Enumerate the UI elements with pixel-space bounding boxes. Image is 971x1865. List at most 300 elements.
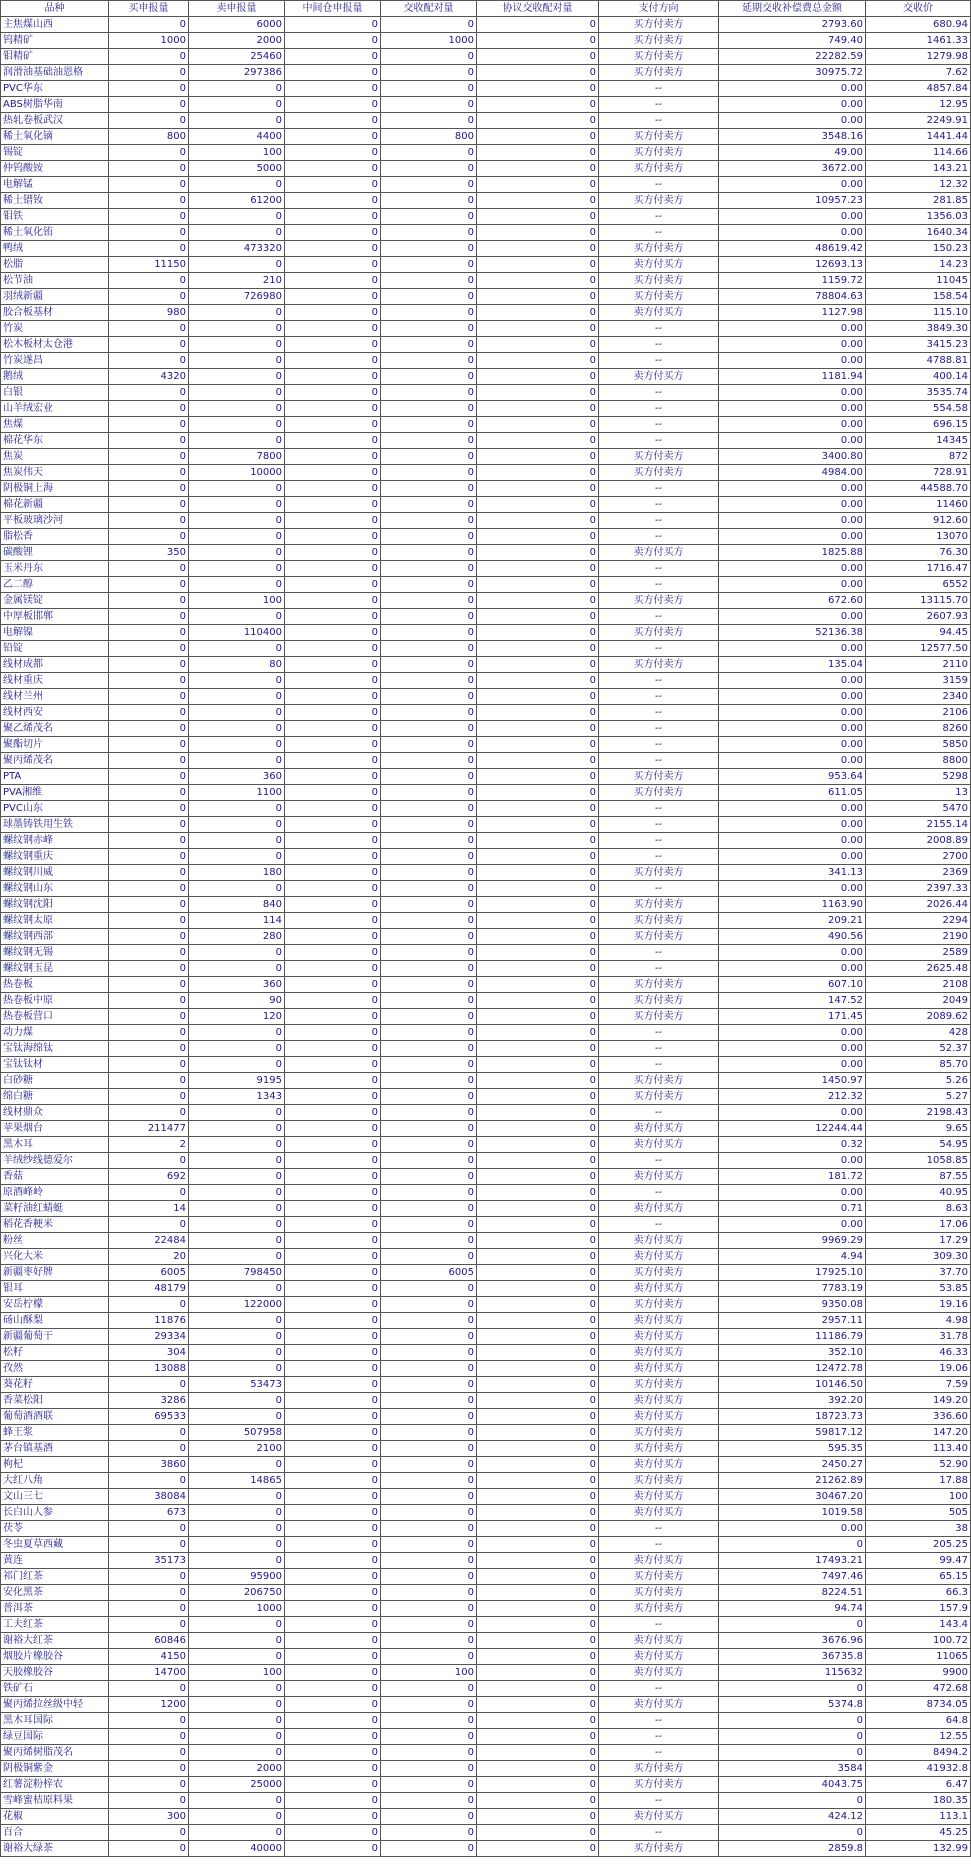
cell-sell-declared: 0 [189,577,285,593]
cell-compensation-total: 10146.50 [719,1377,866,1393]
cell-agreement-matched: 0 [477,721,599,737]
cell-intermediate-declared: 0 [285,1473,381,1489]
cell-delivery-price: 87.55 [866,1169,971,1185]
cell-delivery-matched: 0 [381,865,477,881]
cell-variety: 安岳柠檬 [1,1297,109,1313]
table-row [1,513,971,529]
cell-delivery-matched: 0 [381,945,477,961]
table-row [1,1553,971,1569]
cell-agreement-matched: 0 [477,929,599,945]
cell-delivery-matched: 0 [381,593,477,609]
cell-sell-declared: 0 [189,673,285,689]
cell-sell-declared: 90 [189,993,285,1009]
cell-agreement-matched: 0 [477,1041,599,1057]
cell-delivery-price: 3159 [866,673,971,689]
cell-intermediate-declared: 0 [285,1537,381,1553]
cell-payment-direction: -- [599,721,719,737]
cell-delivery-matched: 0 [381,353,477,369]
cell-delivery-matched: 0 [381,97,477,113]
cell-payment-direction: -- [599,1105,719,1121]
cell-payment-direction: 买方付卖方 [599,785,719,801]
cell-buy-declared: 0 [109,1025,189,1041]
cell-agreement-matched: 0 [477,577,599,593]
cell-delivery-matched: 0 [381,1713,477,1729]
cell-sell-declared: 122000 [189,1297,285,1313]
cell-sell-declared: 0 [189,737,285,753]
cell-delivery-price: 12.32 [866,177,971,193]
table-row [1,625,971,641]
cell-agreement-matched: 0 [477,529,599,545]
cell-delivery-price: 19.16 [866,1297,971,1313]
cell-variety: 羊绒纱线德爱尔 [1,1153,109,1169]
cell-variety: 羽绒新疆 [1,289,109,305]
cell-sell-declared: 14865 [189,1473,285,1489]
cell-intermediate-declared: 0 [285,1553,381,1569]
cell-buy-declared: 0 [109,1425,189,1441]
cell-sell-declared: 0 [189,385,285,401]
col-header-sell-declared: 卖申报量 [189,1,285,17]
cell-sell-declared: 0 [189,497,285,513]
cell-delivery-price: 100 [866,1489,971,1505]
table-row [1,17,971,33]
cell-compensation-total: 749.40 [719,33,866,49]
cell-payment-direction: 买方付卖方 [599,241,719,257]
cell-sell-declared: 120 [189,1009,285,1025]
cell-buy-declared: 11876 [109,1313,189,1329]
cell-sell-declared: 9195 [189,1073,285,1089]
cell-agreement-matched: 0 [477,449,599,465]
cell-compensation-total: 0.00 [719,225,866,241]
cell-variety: 稀土氧化镝 [1,129,109,145]
cell-buy-declared: 0 [109,1617,189,1633]
cell-compensation-total: 17493.21 [719,1553,866,1569]
cell-intermediate-declared: 0 [285,929,381,945]
cell-agreement-matched: 0 [477,1841,599,1857]
cell-agreement-matched: 0 [477,801,599,817]
cell-sell-declared: 0 [189,177,285,193]
table-row [1,353,971,369]
cell-buy-declared: 0 [109,353,189,369]
cell-intermediate-declared: 0 [285,177,381,193]
cell-delivery-price: 205.25 [866,1537,971,1553]
cell-variety: 白砂糖 [1,1073,109,1089]
table-row [1,1089,971,1105]
cell-buy-declared: 0 [109,1473,189,1489]
cell-intermediate-declared: 0 [285,1809,381,1825]
cell-delivery-price: 1461.33 [866,33,971,49]
cell-agreement-matched: 0 [477,1025,599,1041]
cell-payment-direction: 买方付卖方 [599,129,719,145]
cell-payment-direction: 买方付卖方 [599,1777,719,1793]
cell-agreement-matched: 0 [477,513,599,529]
cell-agreement-matched: 0 [477,1105,599,1121]
cell-buy-declared: 800 [109,129,189,145]
cell-compensation-total: 0.00 [719,881,866,897]
table-row [1,545,971,561]
cell-variety: 长白山人参 [1,1505,109,1521]
cell-intermediate-declared: 0 [285,1345,381,1361]
cell-payment-direction: -- [599,1729,719,1745]
cell-buy-declared: 0 [109,785,189,801]
table-row [1,209,971,225]
cell-buy-declared: 0 [109,1521,189,1537]
cell-variety: 螺纹钢太原 [1,913,109,929]
cell-compensation-total: 12472.78 [719,1361,866,1377]
cell-intermediate-declared: 0 [285,1729,381,1745]
cell-delivery-matched: 0 [381,1137,477,1153]
cell-payment-direction: 卖方付买方 [599,1281,719,1297]
cell-delivery-matched: 0 [381,993,477,1009]
cell-delivery-matched: 0 [381,1537,477,1553]
cell-delivery-matched: 0 [381,289,477,305]
table-row [1,321,971,337]
cell-intermediate-declared: 0 [285,1777,381,1793]
cell-intermediate-declared: 0 [285,241,381,257]
cell-payment-direction: 卖方付买方 [599,369,719,385]
table-row [1,1345,971,1361]
cell-sell-declared: 0 [189,1169,285,1185]
cell-delivery-price: 38 [866,1521,971,1537]
cell-sell-declared: 0 [189,225,285,241]
cell-payment-direction: 卖方付买方 [599,1489,719,1505]
cell-intermediate-declared: 0 [285,1169,381,1185]
cell-intermediate-declared: 0 [285,865,381,881]
cell-compensation-total: 171.45 [719,1009,866,1025]
cell-payment-direction: 卖方付买方 [599,1201,719,1217]
cell-sell-declared: 0 [189,1361,285,1377]
cell-variety: 谢裕大绿茶 [1,1841,109,1857]
cell-delivery-price: 2106 [866,705,971,721]
cell-compensation-total: 0 [719,1793,866,1809]
cell-agreement-matched: 0 [477,1153,599,1169]
cell-agreement-matched: 0 [477,705,599,721]
cell-intermediate-declared: 0 [285,1281,381,1297]
cell-sell-declared: 0 [189,881,285,897]
cell-sell-declared: 100 [189,593,285,609]
cell-buy-declared: 48179 [109,1281,189,1297]
cell-agreement-matched: 0 [477,289,599,305]
cell-sell-declared: 0 [189,81,285,97]
cell-intermediate-declared: 0 [285,97,381,113]
cell-delivery-price: 147.20 [866,1425,971,1441]
table-row [1,1665,971,1681]
cell-payment-direction: -- [599,1617,719,1633]
cell-compensation-total: 7783.19 [719,1281,866,1297]
cell-buy-declared: 0 [109,1441,189,1457]
table-row [1,1585,971,1601]
cell-delivery-price: 2369 [866,865,971,881]
cell-sell-declared: 840 [189,897,285,913]
table-row [1,449,971,465]
cell-sell-declared: 25000 [189,1777,285,1793]
cell-sell-declared: 0 [189,1649,285,1665]
cell-compensation-total: 0.71 [719,1201,866,1217]
cell-delivery-matched: 0 [381,1761,477,1777]
cell-sell-declared: 0 [189,1697,285,1713]
cell-compensation-total: 0 [719,1745,866,1761]
cell-intermediate-declared: 0 [285,1617,381,1633]
cell-variety: 碳酸锂 [1,545,109,561]
cell-delivery-price: 99.47 [866,1553,971,1569]
cell-delivery-matched: 0 [381,561,477,577]
cell-buy-declared: 0 [109,641,189,657]
table-row [1,833,971,849]
cell-agreement-matched: 0 [477,1665,599,1681]
cell-intermediate-declared: 0 [285,1217,381,1233]
cell-buy-declared: 0 [109,657,189,673]
cell-delivery-matched: 0 [381,1153,477,1169]
cell-buy-declared: 0 [109,497,189,513]
cell-intermediate-declared: 0 [285,1665,381,1681]
cell-intermediate-declared: 0 [285,577,381,593]
cell-payment-direction: 卖方付买方 [599,1345,719,1361]
cell-sell-declared: 0 [189,817,285,833]
cell-delivery-matched: 800 [381,129,477,145]
cell-payment-direction: -- [599,753,719,769]
cell-delivery-matched: 0 [381,897,477,913]
cell-delivery-matched: 0 [381,929,477,945]
cell-intermediate-declared: 0 [285,1041,381,1057]
cell-buy-declared: 69533 [109,1409,189,1425]
cell-variety: 焦煤 [1,417,109,433]
cell-sell-declared: 100 [189,1665,285,1681]
cell-intermediate-declared: 0 [285,545,381,561]
cell-agreement-matched: 0 [477,977,599,993]
cell-agreement-matched: 0 [477,1441,599,1457]
cell-compensation-total: 595.35 [719,1441,866,1457]
cell-buy-declared: 673 [109,1505,189,1521]
cell-delivery-matched: 0 [381,737,477,753]
cell-delivery-matched: 0 [381,1457,477,1473]
cell-delivery-price: 64.8 [866,1713,971,1729]
cell-delivery-matched: 0 [381,113,477,129]
table-row [1,49,971,65]
cell-variety: 文山三七 [1,1489,109,1505]
cell-delivery-price: 14.23 [866,257,971,273]
cell-intermediate-declared: 0 [285,1793,381,1809]
cell-variety: 金属镁锭 [1,593,109,609]
cell-payment-direction: 买方付卖方 [599,769,719,785]
cell-variety: 松籽 [1,1345,109,1361]
table-row [1,1649,971,1665]
cell-agreement-matched: 0 [477,1505,599,1521]
cell-buy-declared: 0 [109,1761,189,1777]
cell-delivery-matched: 0 [381,1777,477,1793]
table-row [1,1153,971,1169]
cell-sell-declared: 280 [189,929,285,945]
cell-intermediate-declared: 0 [285,465,381,481]
cell-delivery-matched: 6005 [381,1265,477,1281]
cell-buy-declared: 0 [109,17,189,33]
cell-agreement-matched: 0 [477,193,599,209]
cell-buy-declared: 211477 [109,1121,189,1137]
cell-agreement-matched: 0 [477,241,599,257]
cell-buy-declared: 0 [109,1217,189,1233]
cell-delivery-matched: 0 [381,1313,477,1329]
cell-intermediate-declared: 0 [285,1377,381,1393]
cell-compensation-total: 3584 [719,1761,866,1777]
cell-payment-direction: 卖方付买方 [599,1665,719,1681]
table-row [1,977,971,993]
cell-intermediate-declared: 0 [285,993,381,1009]
cell-sell-declared: 0 [189,1105,285,1121]
cell-agreement-matched: 0 [477,337,599,353]
cell-agreement-matched: 0 [477,209,599,225]
cell-delivery-matched: 0 [381,625,477,641]
cell-compensation-total: 341.13 [719,865,866,881]
cell-buy-declared: 0 [109,897,189,913]
cell-variety: 稀土氧化铕 [1,225,109,241]
cell-sell-declared: 7800 [189,449,285,465]
cell-intermediate-declared: 0 [285,337,381,353]
table-row [1,97,971,113]
cell-sell-declared: 0 [189,961,285,977]
cell-sell-declared: 0 [189,1233,285,1249]
cell-delivery-price: 1279.98 [866,49,971,65]
cell-intermediate-declared: 0 [285,1681,381,1697]
cell-sell-declared: 0 [189,705,285,721]
cell-delivery-price: 3535.74 [866,385,971,401]
cell-variety: 宝钛钛材 [1,1057,109,1073]
cell-payment-direction: -- [599,1825,719,1841]
cell-delivery-price: 17.88 [866,1473,971,1489]
cell-sell-declared: 95900 [189,1569,285,1585]
cell-compensation-total: 0.00 [719,737,866,753]
cell-delivery-matched: 0 [381,273,477,289]
cell-sell-declared: 1343 [189,1089,285,1105]
cell-agreement-matched: 0 [477,673,599,689]
cell-payment-direction: 卖方付买方 [599,1409,719,1425]
cell-compensation-total: 0 [719,1825,866,1841]
table-row [1,705,971,721]
table-row [1,465,971,481]
cell-delivery-price: 13070 [866,529,971,545]
cell-sell-declared: 0 [189,1201,285,1217]
cell-buy-declared: 0 [109,385,189,401]
cell-variety: 葡萄酒酒联 [1,1409,109,1425]
cell-payment-direction: 买方付卖方 [599,273,719,289]
cell-intermediate-declared: 0 [285,81,381,97]
cell-agreement-matched: 0 [477,433,599,449]
cell-agreement-matched: 0 [477,1313,599,1329]
cell-compensation-total: 4984.00 [719,465,866,481]
cell-intermediate-declared: 0 [285,1265,381,1281]
cell-intermediate-declared: 0 [285,1489,381,1505]
cell-delivery-matched: 0 [381,1361,477,1377]
cell-agreement-matched: 0 [477,1217,599,1233]
table-row [1,1169,971,1185]
cell-variety: 茅台镇基酒 [1,1441,109,1457]
cell-variety: 平板玻璃沙河 [1,513,109,529]
cell-sell-declared: 0 [189,1313,285,1329]
table-row [1,593,971,609]
cell-compensation-total: 0.00 [719,433,866,449]
cell-delivery-price: 6.47 [866,1777,971,1793]
cell-variety: 玉米丹东 [1,561,109,577]
cell-intermediate-declared: 0 [285,129,381,145]
cell-buy-declared: 0 [109,1073,189,1089]
cell-delivery-matched: 0 [381,577,477,593]
cell-payment-direction: -- [599,737,719,753]
cell-variety: 聚乙烯茂名 [1,721,109,737]
cell-intermediate-declared: 0 [285,593,381,609]
cell-delivery-price: 4788.81 [866,353,971,369]
cell-sell-declared: 0 [189,1633,285,1649]
cell-intermediate-declared: 0 [285,321,381,337]
table-row [1,241,971,257]
cell-agreement-matched: 0 [477,769,599,785]
cell-compensation-total: 0.00 [719,577,866,593]
cell-agreement-matched: 0 [477,369,599,385]
col-header-agreement-matched: 协议交收配对量 [477,1,599,17]
cell-variety: 铁矿石 [1,1681,109,1697]
table-row [1,1569,971,1585]
cell-agreement-matched: 0 [477,1617,599,1633]
cell-intermediate-declared: 0 [285,529,381,545]
table-row [1,657,971,673]
cell-delivery-price: 37.70 [866,1265,971,1281]
table-row [1,1729,971,1745]
table-row [1,849,971,865]
cell-buy-declared: 4320 [109,369,189,385]
cell-compensation-total: 1825.88 [719,545,866,561]
cell-delivery-matched: 0 [381,225,477,241]
cell-variety: 胶合板基材 [1,305,109,321]
cell-compensation-total: 212.32 [719,1089,866,1105]
table-row [1,1393,971,1409]
cell-intermediate-declared: 0 [285,65,381,81]
cell-delivery-matched: 0 [381,705,477,721]
cell-delivery-price: 2155.14 [866,817,971,833]
cell-intermediate-declared: 0 [285,1249,381,1265]
cell-variety: PTA [1,769,109,785]
cell-variety: 烟胶片橡胶谷 [1,1649,109,1665]
cell-payment-direction: 买方付卖方 [599,1473,719,1489]
cell-compensation-total: 78804.63 [719,289,866,305]
cell-variety: 谢裕大红茶 [1,1633,109,1649]
cell-variety: 大红八角 [1,1473,109,1489]
cell-agreement-matched: 0 [477,353,599,369]
cell-sell-declared: 0 [189,417,285,433]
cell-delivery-price: 728.91 [866,465,971,481]
cell-delivery-price: 17.29 [866,1233,971,1249]
table-row [1,913,971,929]
cell-intermediate-declared: 0 [285,49,381,65]
cell-intermediate-declared: 0 [285,1841,381,1857]
cell-buy-declared: 0 [109,945,189,961]
cell-sell-declared: 0 [189,1121,285,1137]
cell-payment-direction: 买方付卖方 [599,1761,719,1777]
cell-compensation-total: 135.04 [719,657,866,673]
cell-variety: 焦炭 [1,449,109,465]
cell-delivery-price: 13 [866,785,971,801]
cell-agreement-matched: 0 [477,1681,599,1697]
cell-payment-direction: 买方付卖方 [599,145,719,161]
header-row [1,1,971,17]
cell-variety: 葵花籽 [1,1377,109,1393]
cell-delivery-matched: 0 [381,849,477,865]
cell-intermediate-declared: 0 [285,609,381,625]
cell-agreement-matched: 0 [477,1473,599,1489]
table-row [1,1105,971,1121]
table-row [1,401,971,417]
table-row [1,769,971,785]
cell-compensation-total: 1163.90 [719,897,866,913]
cell-agreement-matched: 0 [477,881,599,897]
cell-delivery-matched: 0 [381,1281,477,1297]
cell-variety: 螺纹钢川威 [1,865,109,881]
cell-payment-direction: -- [599,1185,719,1201]
